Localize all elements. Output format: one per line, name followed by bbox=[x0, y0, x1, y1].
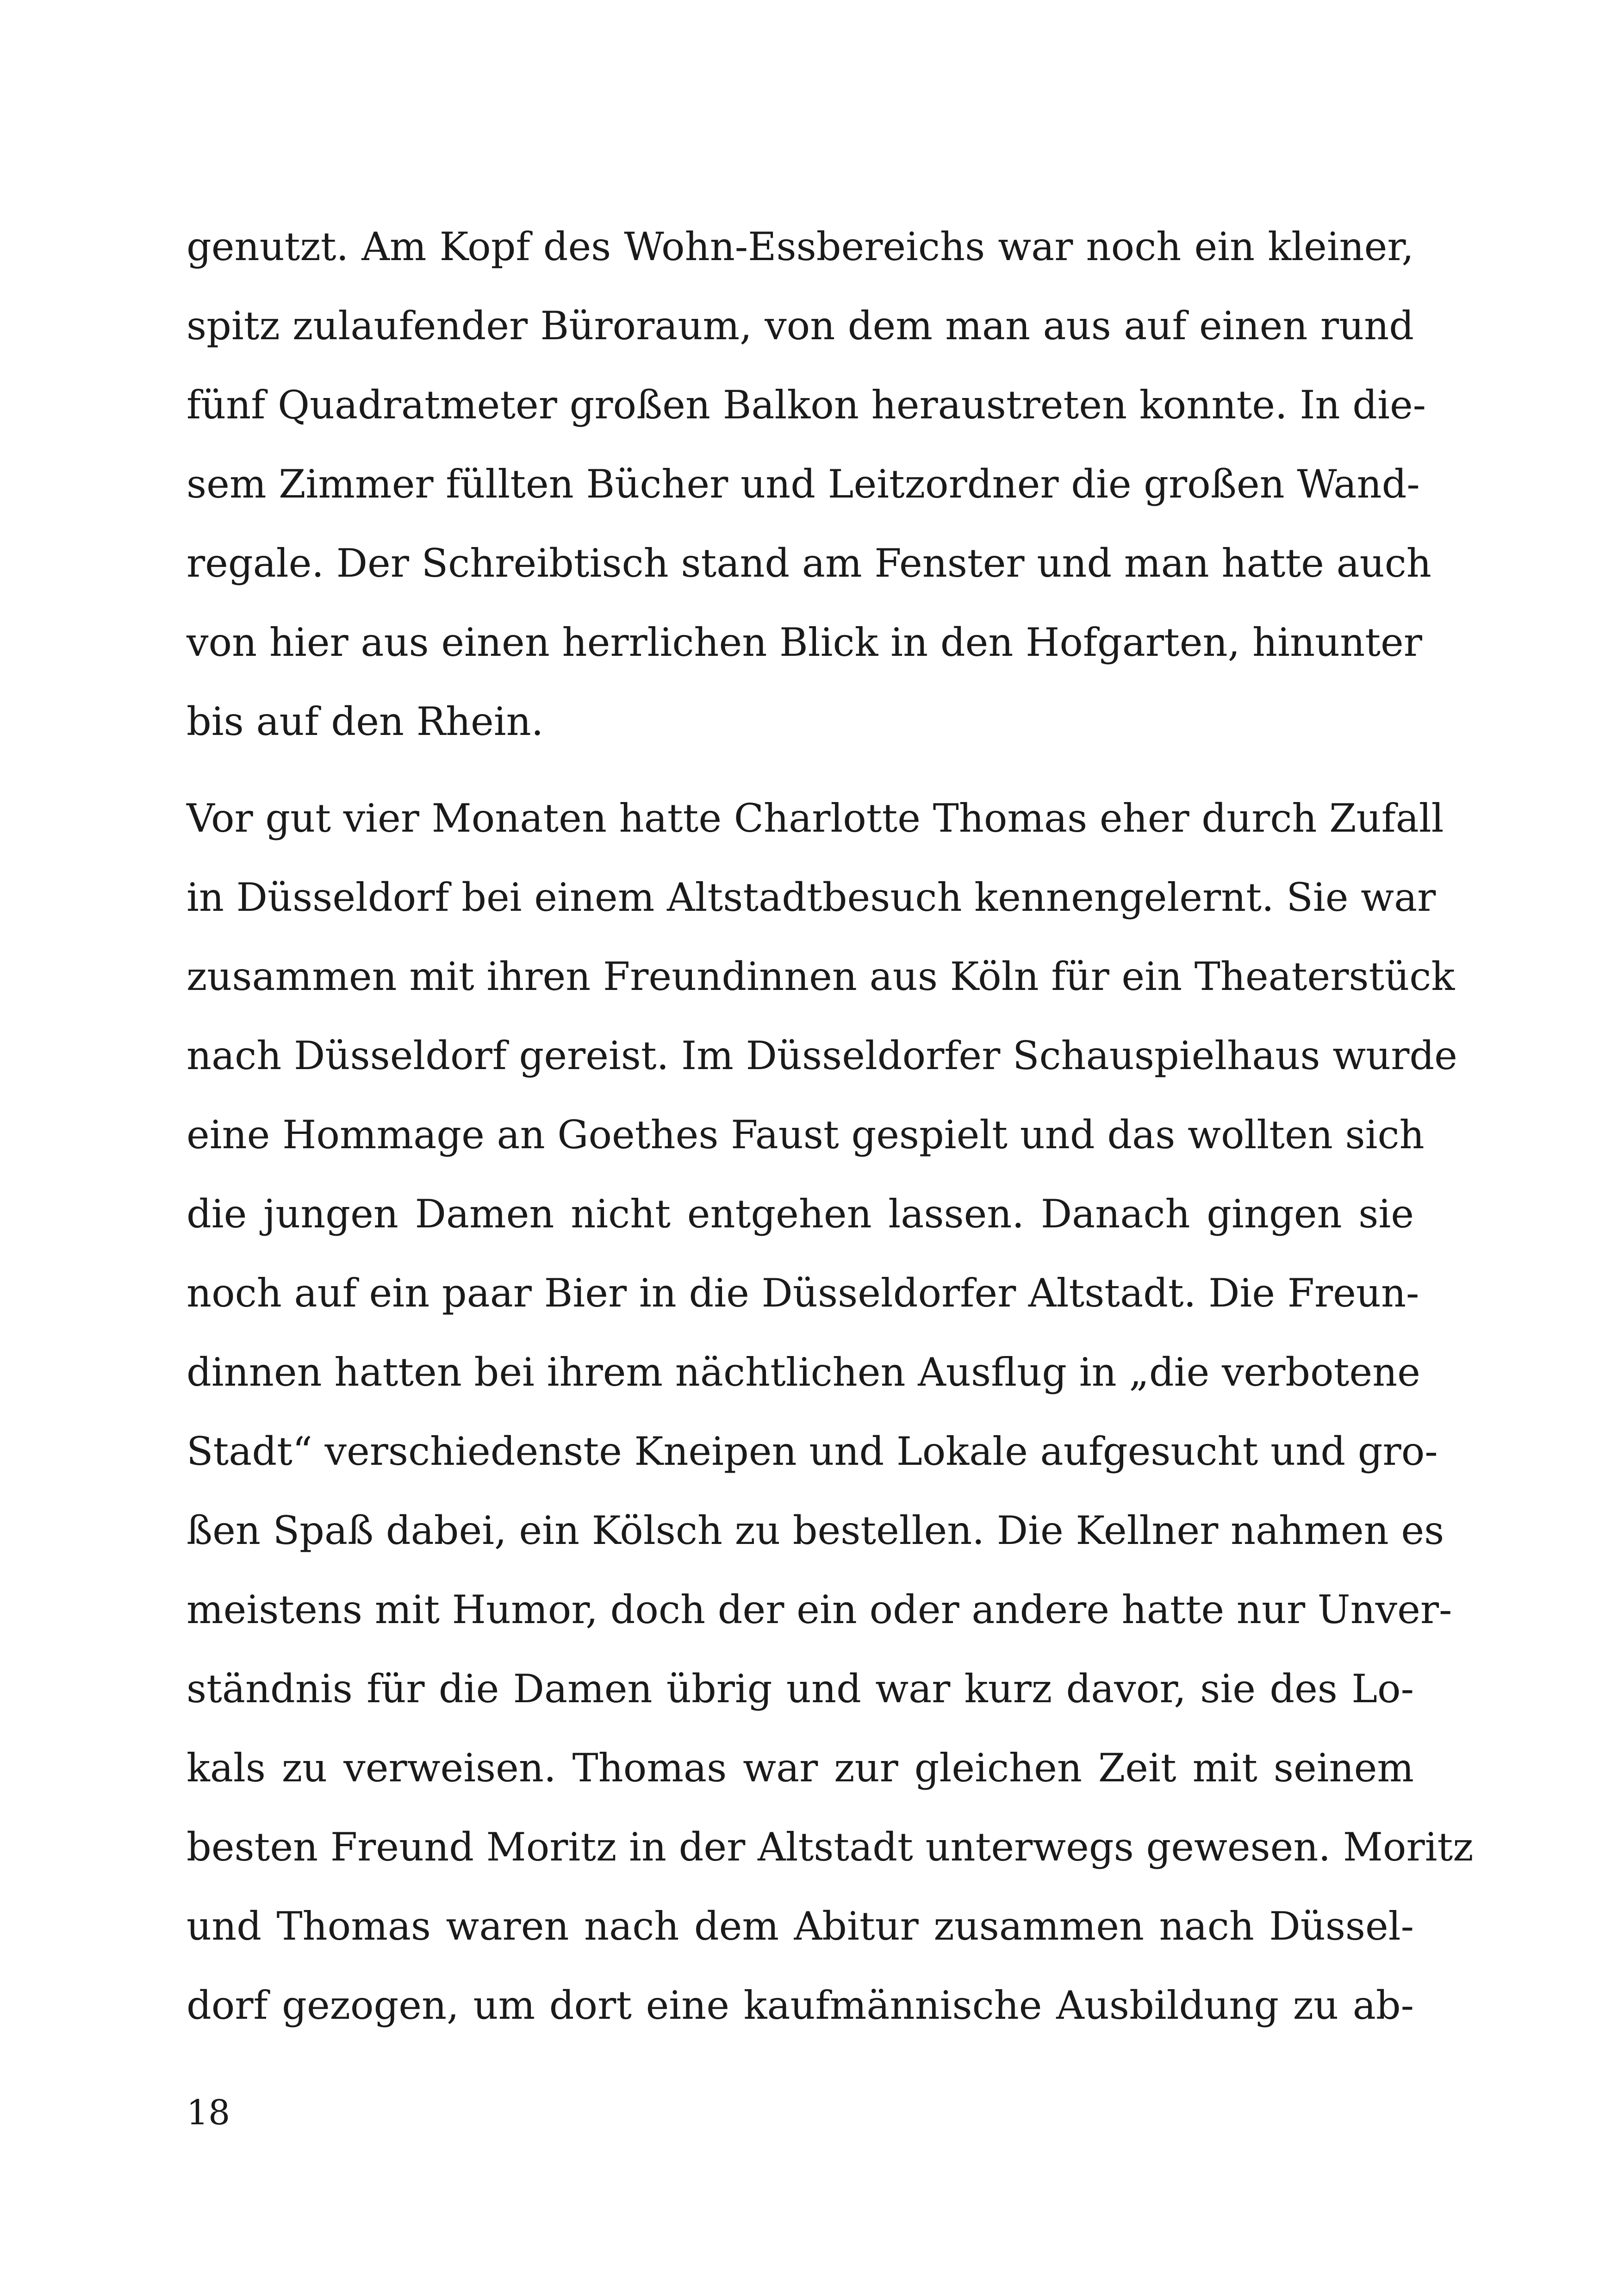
text-line: regale. Der Schreibtisch stand am Fenster und man hatte auch bbox=[187, 541, 1431, 586]
text-line: dinnen hatten bei ihrem nächtlichen Ausflug in „die verbotene bbox=[187, 1350, 1420, 1395]
text-line: bis auf den Rhein. bbox=[187, 699, 544, 744]
text-line: dorf gezogen, um dort eine kaufmännische Ausbildung zu ab- bbox=[187, 1983, 1414, 2028]
text-line: von hier aus einen herrlichen Blick in den Hofgarten, hinunter bbox=[187, 620, 1422, 665]
text-line: fünf Quadratmeter großen Balkon heraustreten konnte. In die- bbox=[187, 382, 1426, 428]
text-line: sem Zimmer füllten Bücher und Leitzordner die großen Wand- bbox=[187, 461, 1420, 507]
text-line: nach Düsseldorf gereist. Im Düsseldorfer Schauspielhaus wurde bbox=[187, 1033, 1457, 1078]
text-line: noch auf ein paar Bier in die Düsseldorfer Altstadt. Die Freun- bbox=[187, 1270, 1419, 1316]
paragraph-1 bbox=[187, 207, 1431, 761]
text-line: in Düsseldorf bei einem Altstadtbesuch kennengelernt. Sie war bbox=[187, 875, 1436, 920]
text-line: die jungen Damen nicht entgehen lassen. Danach gingen sie bbox=[187, 1191, 1414, 1237]
page-number: 18 bbox=[187, 2093, 230, 2133]
text-line: zusammen mit ihren Freundinnen aus Köln für ein Theaterstück bbox=[187, 954, 1455, 999]
text-line: Vor gut vier Monaten hatte Charlotte Thomas eher durch Zufall bbox=[187, 796, 1444, 841]
text-line: Stadt“ verschiedenste Kneipen und Lokale aufgesucht und gro- bbox=[187, 1429, 1438, 1474]
text-line: kals zu verweisen. Thomas war zur gleichen Zeit mit seinem bbox=[187, 1745, 1414, 1791]
text-line: und Thomas waren nach dem Abitur zusammen nach Düssel- bbox=[187, 1904, 1414, 1949]
text-line: genutzt. Am Kopf des Wohn-Essbereichs war noch ein kleiner, bbox=[187, 224, 1414, 269]
text-line: meistens mit Humor, doch der ein oder andere hatte nur Unver- bbox=[187, 1587, 1452, 1632]
text-line: besten Freund Moritz in der Altstadt unterwegs gewesen. Moritz bbox=[187, 1824, 1474, 1870]
text-line: spitz zulaufender Büroraum, von dem man aus auf einen rund bbox=[187, 303, 1414, 348]
text-line: ständnis für die Damen übrig und war kurz davor, sie des Lo- bbox=[187, 1666, 1414, 1711]
text-line: eine Hommage an Goethes Faust gespielt und das wollten sich bbox=[187, 1112, 1425, 1157]
paragraph-2 bbox=[187, 779, 1474, 2045]
text-line: ßen Spaß dabei, ein Kölsch zu bestellen. Die Kellner nahmen es bbox=[187, 1508, 1444, 1553]
